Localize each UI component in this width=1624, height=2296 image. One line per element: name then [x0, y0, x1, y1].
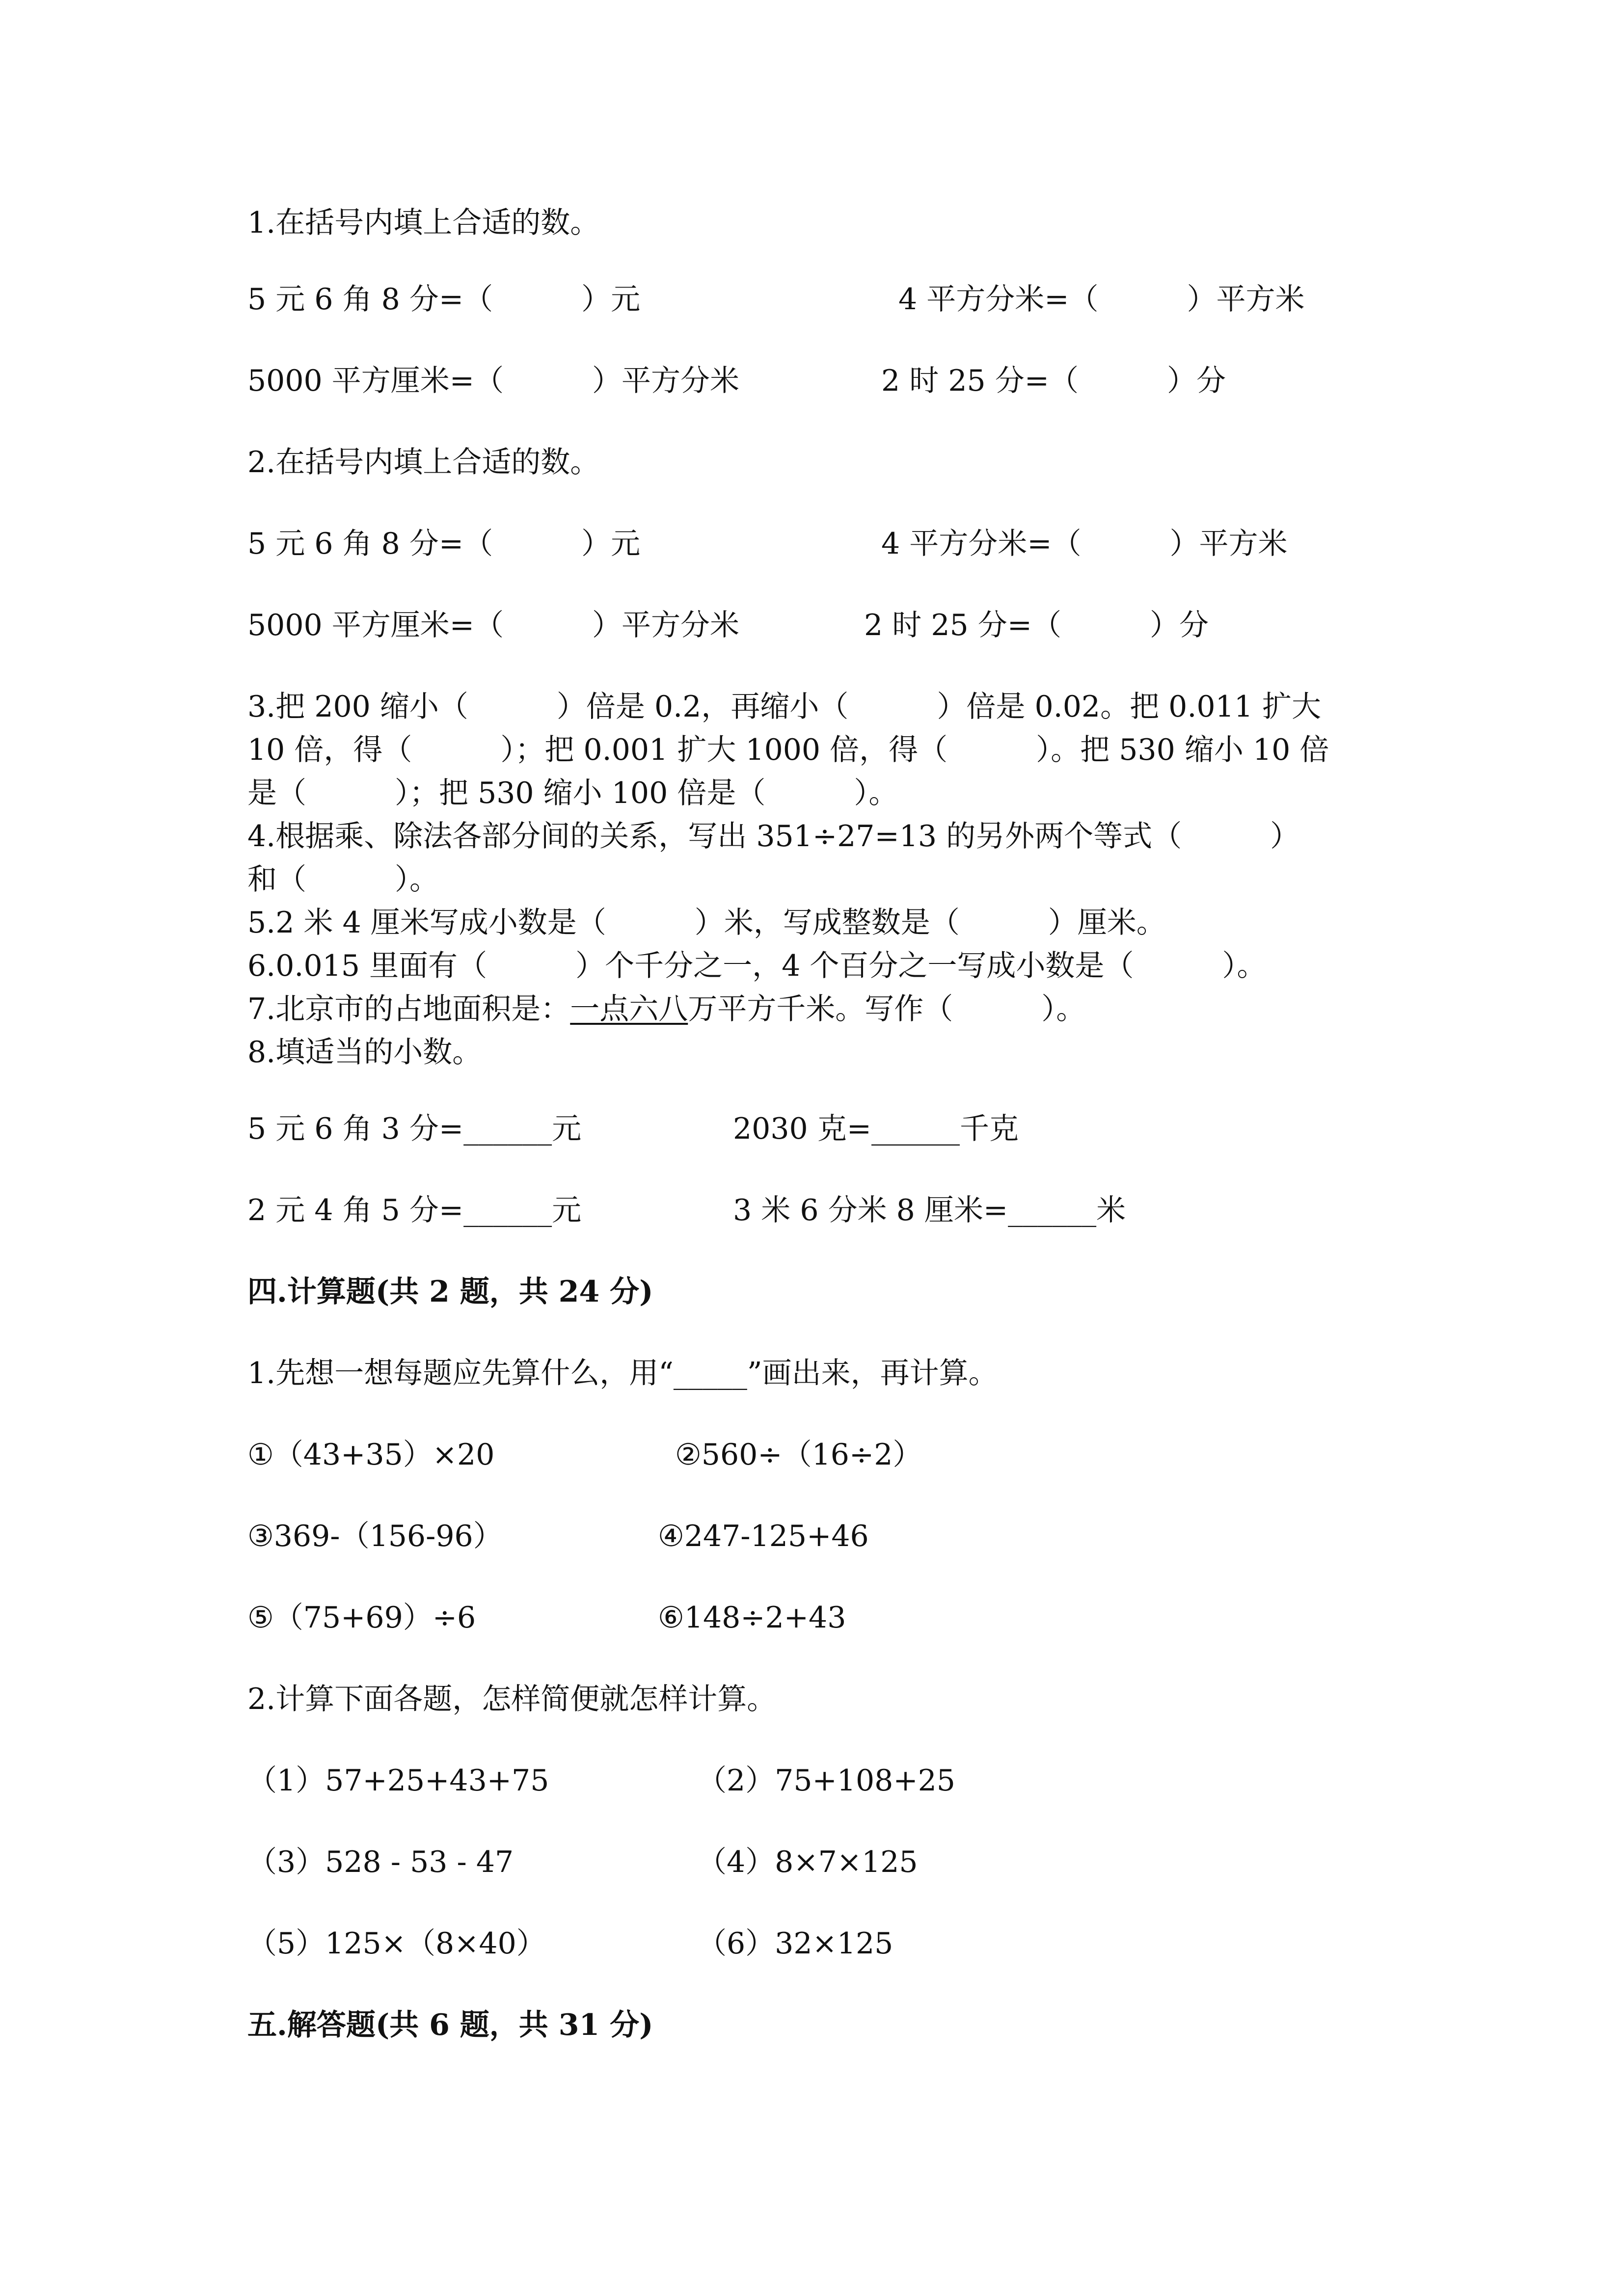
fill-in-item: 4 平方分米=（ ）平方米: [881, 527, 1288, 561]
fill-in-item: 2 元 4 角 5 分=______元: [247, 1193, 582, 1228]
calc-item: （2）75+108+25: [697, 1763, 955, 1798]
calc-item: （1）57+25+43+75: [247, 1763, 549, 1798]
question-title: 2.在括号内填上合适的数。: [247, 445, 600, 480]
calc-item: ④247-125+46: [658, 1519, 869, 1553]
calc-item: （3）528 - 53 - 47: [247, 1845, 514, 1879]
fill-in-item: 2030 克=______千克: [733, 1112, 1019, 1146]
q7-underlined-number: 一点六八: [570, 992, 688, 1026]
question-line: 6.0.015 里面有（ ）个千分之一，4 个百分之一写成小数是（ ）。: [247, 949, 1267, 983]
calc-item: （4）8×7×125: [697, 1845, 918, 1879]
question-line: 和（ ）。: [247, 862, 439, 897]
fill-in-item: 2 时 25 分=（ ）分: [881, 364, 1226, 398]
q7-prefix: 7.北京市的占地面积是：: [247, 992, 570, 1026]
question-title: 1.在括号内填上合适的数。: [247, 206, 600, 240]
fill-in-item: 5 元 6 角 3 分=______元: [247, 1112, 582, 1146]
fill-in-item: 5000 平方厘米=（ ）平方分米: [247, 364, 740, 398]
calc-item: ②560÷（16÷2）: [675, 1438, 922, 1472]
calc-item: ①（43+35）×20: [247, 1438, 495, 1472]
question-title: 2.计算下面各题，怎样简便就怎样计算。: [247, 1682, 777, 1716]
section-heading: 四.计算题(共 2 题，共 24 分): [247, 1275, 653, 1309]
question-line-7: [247, 988, 1085, 1031]
fill-in-item: 4 平方分米=（ ）平方米: [898, 282, 1305, 317]
question-line: 3.把 200 缩小（ ）倍是 0.2，再缩小（ ）倍是 0.02。把 0.011 扩大: [247, 690, 1321, 724]
question-line: 10 倍，得（ ）；把 0.001 扩大 1000 倍，得（ ）。把 530 缩小 10 倍: [247, 733, 1329, 767]
calc-item: ③369-（156-96）: [247, 1519, 503, 1553]
question-title: 1.先想一想每题应先算什么，用“_____”画出来，再计算。: [247, 1356, 998, 1390]
calc-item: ⑥148÷2+43: [658, 1601, 846, 1635]
fill-in-item: 5 元 6 角 8 分=（ ）元: [247, 527, 641, 561]
question-line: 4.根据乘、除法各部分间的关系，写出 351÷27=13 的另外两个等式（ ）: [247, 819, 1300, 854]
question-title: 8.填适当的小数。: [247, 1035, 482, 1069]
calc-item: ⑤（75+69）÷6: [247, 1601, 476, 1635]
fill-in-item: 5 元 6 角 8 分=（ ）元: [247, 282, 641, 317]
section-heading: 五.解答题(共 6 题，共 31 分): [247, 2008, 653, 2042]
question-line: 是（ ）；把 530 缩小 100 倍是（ ）。: [247, 776, 898, 810]
fill-in-item: 5000 平方厘米=（ ）平方分米: [247, 608, 740, 642]
question-line: 5.2 米 4 厘米写成小数是（ ）米，写成整数是（ ）厘米。: [247, 906, 1166, 940]
fill-in-item: 2 时 25 分=（ ）分: [864, 608, 1209, 642]
calc-item: （5）125×（8×40）: [247, 1926, 546, 1961]
calc-item: （6）32×125: [697, 1926, 893, 1961]
q7-suffix: 万平方千米。写作（ ）。: [688, 992, 1086, 1026]
fill-in-item: 3 米 6 分米 8 厘米=______米: [733, 1193, 1126, 1228]
